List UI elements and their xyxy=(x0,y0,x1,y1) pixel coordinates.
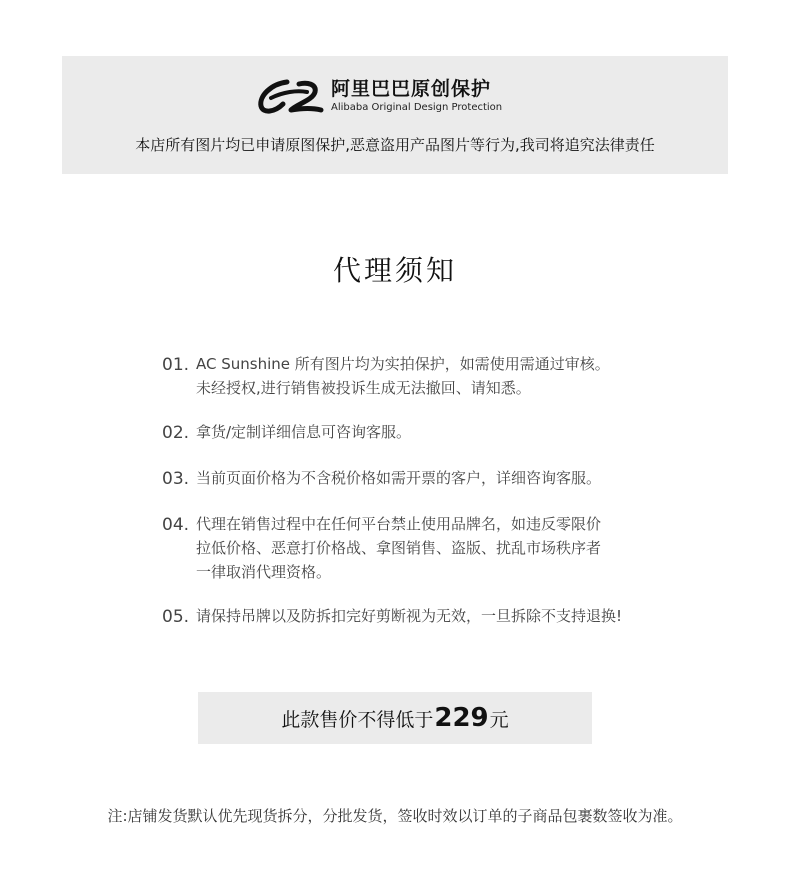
price-amount: 229 xyxy=(434,703,489,733)
item-number: 01. xyxy=(162,355,190,375)
copyright-notice: 本店所有图片均已申请原图保护,恶意盗用产品图片等行为,我司将追究法律责任 xyxy=(135,136,655,154)
alibaba-logo-icon xyxy=(257,74,325,116)
item-text: 未经授权,进行销售被投诉生成无法撤回、请知悉。 xyxy=(196,379,531,397)
item-text: 当前页面价格为不含税价格如需开票的客户，详细咨询客服。 xyxy=(196,469,602,487)
item-text: 拉低价格、恶意打价格战、拿图销售、盗版、扰乱市场秩序者 xyxy=(196,539,602,557)
shipping-footnote: 注:店铺发货默认优先现货拆分，分批发货，签收时效以订单的子商品包裹数签收为准。 xyxy=(107,807,683,825)
logo-text xyxy=(331,77,502,114)
item-number: 05. xyxy=(162,607,190,627)
minimum-price-box xyxy=(198,692,592,744)
item-number: 04. xyxy=(162,515,190,535)
item-text: 一律取消代理资格。 xyxy=(196,563,332,581)
list-item xyxy=(162,604,722,630)
item-text: 请保持吊牌以及防拆扣完好剪断视为无效，一旦拆除不支持退换! xyxy=(196,607,623,625)
list-item xyxy=(162,512,722,584)
item-number: 02. xyxy=(162,423,190,443)
price-unit: 元 xyxy=(489,708,509,731)
price-prefix: 此款售价不得低于 xyxy=(281,708,434,731)
list-item xyxy=(162,466,722,492)
logo-title-cn: 阿里巴巴原创保护 xyxy=(331,77,492,100)
list-item xyxy=(162,420,722,446)
protection-banner xyxy=(62,56,728,174)
list-item xyxy=(162,352,722,400)
alibaba-logo xyxy=(257,74,502,116)
item-text: 代理在销售过程中在任何平台禁止使用品牌名，如违反零限价 xyxy=(196,515,602,533)
page-title: 代理须知 xyxy=(332,254,457,287)
logo-title-en: Alibaba Original Design Protection xyxy=(331,101,503,113)
notice-list xyxy=(162,352,722,650)
item-text: 拿货/定制详细信息可咨询客服。 xyxy=(196,423,412,441)
item-number: 03. xyxy=(162,469,190,489)
item-text: AC Sunshine 所有图片均为实拍保护，如需使用需通过审核。 xyxy=(196,355,610,373)
